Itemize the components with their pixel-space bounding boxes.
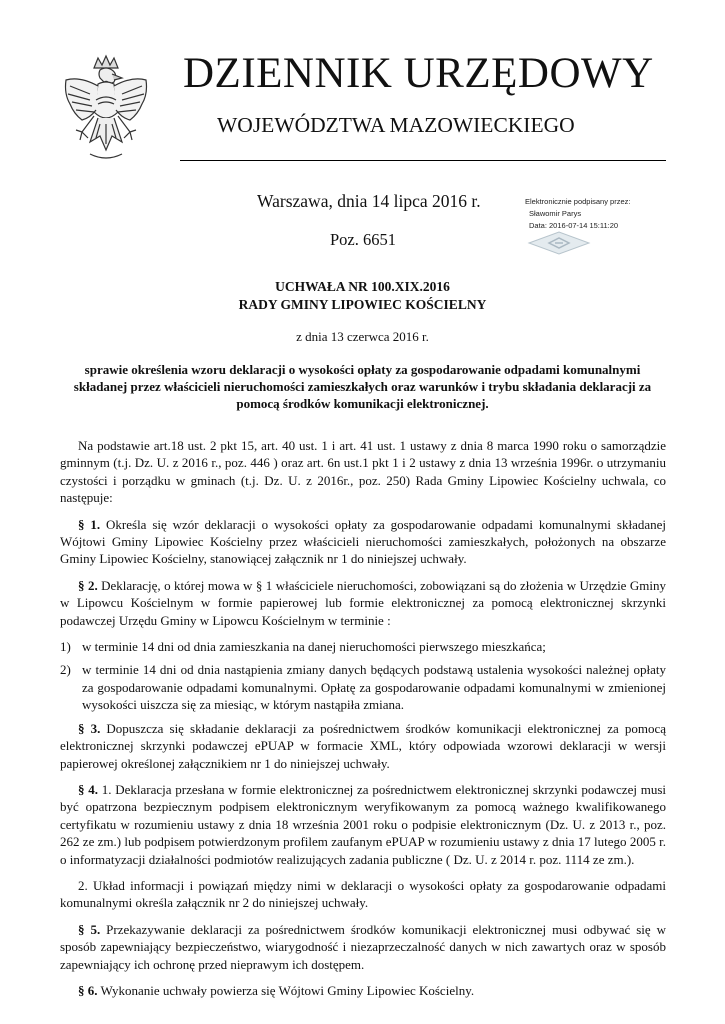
section-3 bbox=[60, 720, 666, 772]
section-6 bbox=[60, 982, 666, 999]
section-1-text: Określa się wzór deklaracji o wysokości opłaty za gospodarowanie odpadami komunalnymi składanej Wójtowi Gminy Lipowiec Kościelny przez właścicieli nieruchomości zamieszkałych, położonych na obszarze Gminy Lipowiec Kościelny, stanowiącej załącznik nr 1 do niniejszej uchwały. bbox=[60, 516, 667, 567]
position-number: Poz. 6651 bbox=[330, 230, 396, 249]
section-4 bbox=[60, 781, 666, 868]
list-item-text: w terminie 14 dni od dnia nastąpienia zmiany danych będących podstawą ustalenia wysokości należnej opłaty za gospodarowanie odpadami komunalnymi. Opłatę za gospodarowanie odpadami komunalnymi w zmienionej wysokości uiszcza się za miesiąc, w którym nastąpiła zmiana. bbox=[82, 662, 666, 713]
resolution-date: z dnia 13 czerwca 2016 r. bbox=[296, 329, 429, 344]
publication-subtitle: WOJEWÓDZTWA MAZOWIECKIEGO bbox=[217, 113, 575, 137]
resolution-body bbox=[60, 437, 666, 1008]
section-2-label: § 2. bbox=[78, 577, 98, 593]
section-4-text: 1. Deklaracja przesłana w formie elektronicznej za pośrednictwem elektronicznej skrzynki podawczej musi być opatrzona bezpiecznym podpisem elektronicznym weryfikowanym za pomocą ważnego kwalifikowanego certyfikatu w rozumieniu ustawy z dnia 18 września 2001 roku o podpisie elektronicznym (Dz. U. z 2013 r., poz. 262 ze zm.) lub podpisem potwierdzonym profilem zaufanym ePUAP w rozumieniu ustawy z dnia 17 lutego 2005 r. o informatyzacji działalności podmiotów realizujących zadania publiczne ( Dz. U. z 2014 r. poz. 1114 ze zm.). bbox=[60, 781, 666, 867]
list-item-text: w terminie 14 dni od dnia zamieszkania na danej nieruchomości pierwszego mieszkańca; bbox=[82, 639, 546, 655]
publication-title: DZIENNIK URZĘDOWY bbox=[183, 50, 654, 97]
signer-name: Sławomir Parys bbox=[529, 209, 582, 218]
preamble: Na podstawie art.18 ust. 2 pkt 15, art. 40 ust. 1 i art. 41 ust. 1 ustawy z dnia 8 marca 1990 roku o samorządzie gminnym (t.j. Dz. U. z 2016 r., poz. 446 ) oraz art. 6n ust.1 pkt 1 i 2 ustawy z dnia 13 września 1996r. o utrzymaniu czystości i porządku w gminach (t.j. Dz. U. z 2016r., poz. 250) Rada Gminy Lipowiec Kościelny uchwala, co następuje: bbox=[60, 438, 666, 506]
section-4-paragraph-2: 2. Układ informacji i powiązań między nimi w deklaracji o wysokości opłaty za gospodarowanie odpadami komunalnymi określa załącznik nr 2 do niniejszej uchwały. bbox=[60, 877, 666, 911]
section-6-label: § 6. bbox=[78, 982, 98, 998]
signature-label: Elektronicznie podpisany przez: bbox=[525, 197, 631, 206]
section-2 bbox=[60, 577, 666, 629]
list-item-number: 2) bbox=[60, 662, 71, 678]
list-item-number: 1) bbox=[60, 639, 71, 655]
header-divider bbox=[180, 160, 666, 161]
place-and-date: Warszawa, dnia 14 lipca 2016 r. bbox=[257, 191, 481, 211]
list-item bbox=[60, 661, 666, 713]
signature-date: Data: 2016-07-14 15:11:20 bbox=[529, 221, 619, 230]
section-1 bbox=[60, 516, 666, 568]
section-6-text: Wykonanie uchwały powierza się Wójtowi Gminy Lipowiec Kościelny. bbox=[97, 982, 475, 998]
resolution-council: RADY GMINY LIPOWIEC KOŚCIELNY bbox=[238, 297, 487, 312]
section-5-text: Przekazywanie deklaracji za pośrednictwem środków komunikacji elektronicznej musi odbywać się w sposób zapewniający bezpieczeństwo, wiarygodność i niezaprzeczalność danych w nich zawartych oraz w sposób zapewniający ich ochronę przed nieprawym ich dostępem. bbox=[60, 921, 666, 972]
section-1-label: § 1. bbox=[78, 516, 101, 532]
resolution-number: UCHWAŁA NR 100.XIX.2016 bbox=[275, 279, 450, 294]
polish-eagle-emblem-icon bbox=[60, 54, 152, 166]
resolution-subject: sprawie określenia wzoru deklaracji o wysokości opłaty za gospodarowanie odpadami komunalnymi składanej przez właścicieli nieruchomości zamieszkałych oraz warunków i trybu składania deklaracji za pomocą środków komunikacji elektronicznej. bbox=[73, 362, 652, 411]
section-2-text: Deklarację, o której mowa w § 1 właściciele nieruchomości, zobowiązani są do złożenia w Urzędzie Gminy w Lipowcu Kościelnym w formie papierowej lub formie elektronicznej za pomocą elektronicznej skrzynki podawczej Urzędu Gminy w Lipowcu Kościelnym w terminie : bbox=[60, 577, 667, 628]
section-3-label: § 3. bbox=[78, 720, 101, 736]
list-item bbox=[60, 638, 666, 655]
section-5-label: § 5. bbox=[78, 921, 101, 937]
section-3-text: Dopuszcza się składanie deklaracji za pośrednictwem środków komunikacji elektronicznej za pomocą elektronicznej skrzynki podawczej ePUAP w formacie XML, który odpowiada wzorowi deklaracji w wersji papierowej określonej załącznikiem nr 1 do niniejszej uchwały. bbox=[60, 720, 666, 771]
section-4-label: § 4. bbox=[78, 781, 98, 797]
digital-signature-mark-icon bbox=[527, 231, 591, 255]
section-5 bbox=[60, 921, 666, 973]
electronic-signature-block bbox=[525, 196, 705, 232]
